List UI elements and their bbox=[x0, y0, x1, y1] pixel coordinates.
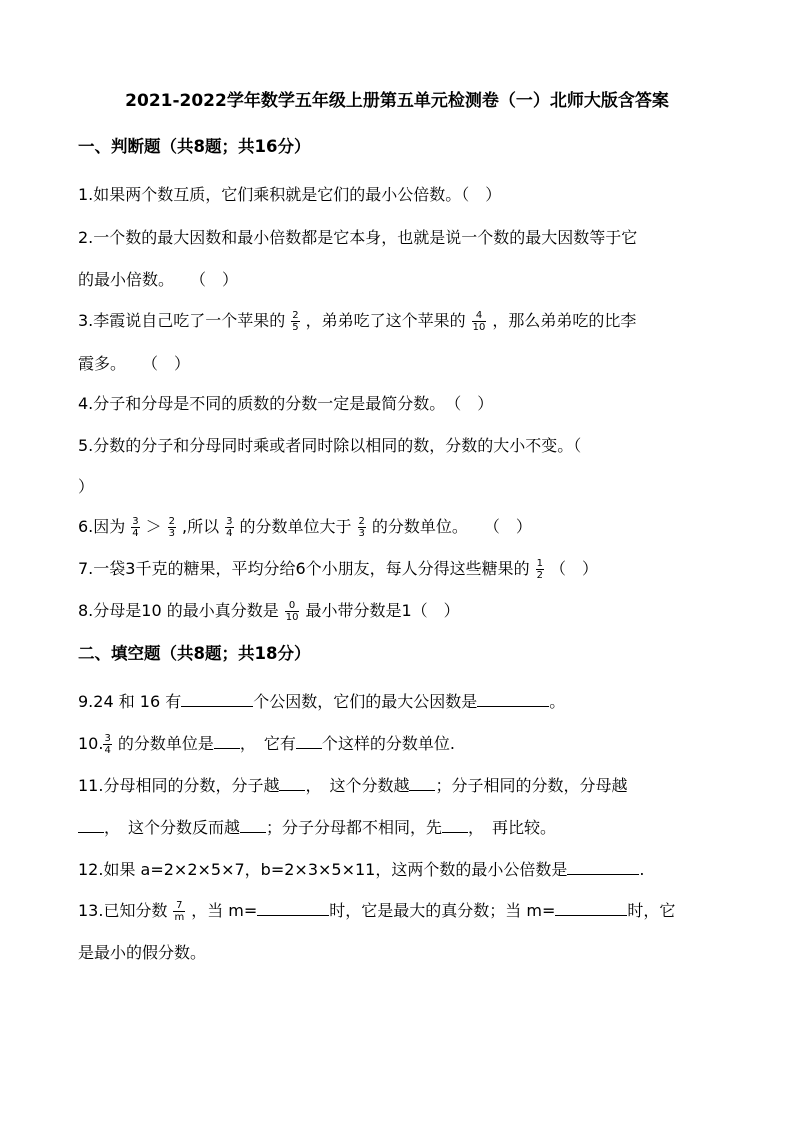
q11-text-6: ， 再比较。 bbox=[468, 818, 557, 837]
fraction: $\frac{0}{10}$ bbox=[285, 600, 299, 623]
q11-text-5: ；分子分母都不相同，先 bbox=[266, 818, 443, 837]
answer-blank[interactable] bbox=[555, 901, 627, 916]
question-13-line-2: 是最小的假分数。 bbox=[78, 943, 207, 962]
q12-text-a: 12.如果 a=2×2×5×7，b=2×3×5×11，这两个数的最小公倍数是 bbox=[78, 860, 568, 879]
fraction: $\frac{3}{4}$ bbox=[132, 516, 139, 539]
q7-text-post: （ ） bbox=[550, 559, 599, 578]
question-11-line-2 bbox=[78, 817, 556, 839]
q6-text-post: 的分数单位。 （ ） bbox=[371, 517, 532, 536]
q13-text-pre: 13.已知分数 bbox=[78, 901, 168, 920]
q10-text-b: ， 它有 bbox=[239, 734, 296, 753]
question-11-line-1 bbox=[78, 775, 627, 797]
q7-text-pre: 7.一袋3千克的糖果，平均分给6个小朋友，每人分得这些糖果的 bbox=[78, 559, 530, 578]
section-heading-fill-blank: 二、填空题（共8题；共18分） bbox=[78, 644, 311, 663]
question-2-line-2: 的最小倍数。 （ ） bbox=[78, 270, 239, 289]
q8-text-pre: 8.分母是10 的最小真分数是 bbox=[78, 601, 279, 620]
fraction: $\frac{2}{3}$ bbox=[168, 516, 176, 539]
fraction: $\frac{2}{5}$ bbox=[292, 310, 299, 333]
answer-blank[interactable] bbox=[477, 692, 549, 707]
answer-blank[interactable] bbox=[78, 818, 104, 833]
question-8 bbox=[78, 600, 460, 623]
q3-text-mid: ，弟弟吃了这个苹果的 bbox=[305, 311, 466, 330]
q13-text-mid: ，当 m= bbox=[191, 901, 258, 920]
q11-text-4: ， 这个分数反而越 bbox=[104, 818, 241, 837]
answer-blank[interactable] bbox=[567, 860, 639, 875]
fraction: $\frac{3}{4}$ bbox=[104, 733, 111, 756]
q9-text-b: 个公因数，它们的最大公因数是 bbox=[253, 692, 478, 711]
question-6 bbox=[78, 516, 532, 539]
q9-text-a: 9.24 和 16 有 bbox=[78, 692, 182, 711]
fraction: $\frac{7}{m}$ bbox=[174, 900, 185, 923]
q12-text-b: . bbox=[639, 860, 645, 879]
question-4: 4.分子和分母是不同的质数的分数一定是最简分数。 （ ） bbox=[78, 394, 494, 413]
question-1: 1.如果两个数互质，它们乘积就是它们的最小公倍数。（ ） bbox=[78, 185, 502, 204]
fraction: $\frac{3}{4}$ bbox=[226, 516, 233, 539]
q11-text-1: 11.分母相同的分数，分子越 bbox=[78, 776, 280, 795]
q6-text-mid: ,所以 bbox=[182, 517, 220, 536]
fraction: $\frac{1}{2}$ bbox=[536, 558, 544, 581]
q13-text-mid2: 时，它是最大的真分数；当 m= bbox=[329, 901, 556, 920]
section-heading-true-false: 一、判断题（共8题；共16分） bbox=[78, 137, 311, 156]
fraction: $\frac{2}{3}$ bbox=[358, 516, 365, 539]
question-3-line-1 bbox=[78, 310, 636, 333]
question-5-line-1: 5.分数的分子和分母同时乘或者同时除以相同的数，分数的大小不变。（ bbox=[78, 436, 582, 455]
q11-text-2: ， 这个分数越 bbox=[305, 776, 410, 795]
q10-text-c: 个这样的分数单位. bbox=[321, 734, 455, 753]
question-7 bbox=[78, 558, 598, 581]
answer-blank[interactable] bbox=[214, 734, 240, 749]
answer-blank[interactable] bbox=[279, 776, 305, 791]
question-13-line-1 bbox=[78, 900, 675, 923]
question-2-line-1: 2.一个数的最大因数和最小倍数都是它本身，也就是说一个数的最大因数等于它 bbox=[78, 228, 638, 247]
answer-blank[interactable] bbox=[240, 818, 266, 833]
fraction: $\frac{4}{10}$ bbox=[472, 310, 486, 333]
question-3-line-2: 霞多。 （ ） bbox=[78, 354, 191, 373]
question-12 bbox=[78, 859, 644, 881]
answer-blank[interactable] bbox=[181, 692, 253, 707]
answer-blank[interactable] bbox=[296, 734, 322, 749]
q6-text-pre: 6.因为 bbox=[78, 517, 126, 536]
answer-blank[interactable] bbox=[409, 776, 435, 791]
answer-blank[interactable] bbox=[442, 818, 468, 833]
question-5-line-2: ） bbox=[78, 477, 95, 496]
page-title: 2021-2022学年数学五年级上册第五单元检测卷（一）北师大版含答案 bbox=[125, 91, 669, 111]
question-9 bbox=[78, 691, 565, 713]
q13-text-post: 时，它 bbox=[627, 901, 676, 920]
question-10 bbox=[78, 733, 455, 756]
greater-than-sign: ＞ bbox=[145, 517, 162, 536]
q3-text-pre: 3.李霞说自己吃了一个苹果的 bbox=[78, 311, 286, 330]
q3-text-post: ，那么弟弟吃的比李 bbox=[492, 311, 637, 330]
q8-text-post: 最小带分数是1（ ） bbox=[305, 601, 460, 620]
answer-blank[interactable] bbox=[257, 901, 329, 916]
q10-text-pre: 10. bbox=[78, 734, 104, 753]
q10-text-a: 的分数单位是 bbox=[117, 734, 214, 753]
q6-text-mid2: 的分数单位大于 bbox=[239, 517, 352, 536]
q9-text-c: 。 bbox=[549, 692, 566, 711]
q11-text-3: ；分子相同的分数，分母越 bbox=[435, 776, 628, 795]
